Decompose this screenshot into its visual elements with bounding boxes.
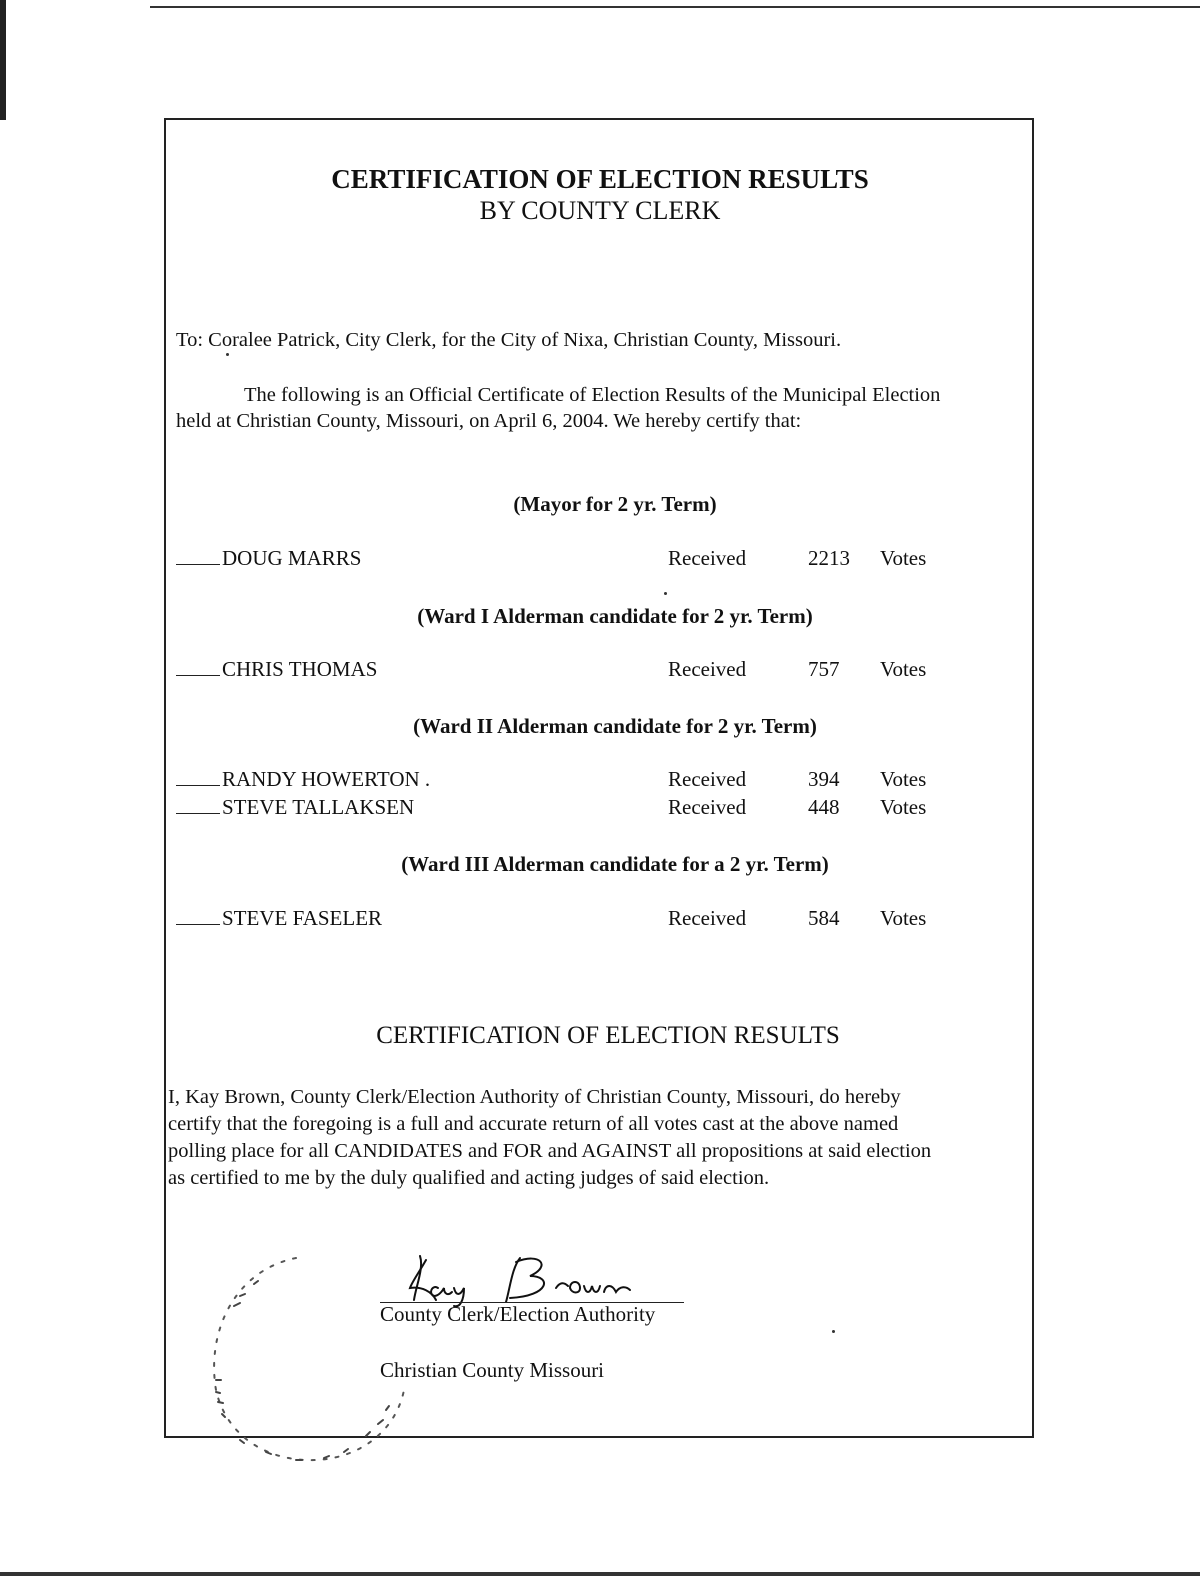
scan-speck xyxy=(226,353,229,356)
received-label: Received xyxy=(668,546,747,570)
certification-line: as certified to me by the duly qualified and acting judges of said election. xyxy=(168,1167,770,1189)
scan-speck xyxy=(664,592,667,595)
race-heading: (Ward II Alderman candidate for 2 yr. Term) xyxy=(413,714,817,738)
check-blank xyxy=(176,906,220,925)
intro-line-1: The following is an Official Certificate of Election Results of the Municipal Election xyxy=(244,384,941,406)
signature-caption: County Clerk/Election Authority xyxy=(380,1302,656,1326)
vote-count: 394 xyxy=(808,767,840,791)
vote-count: 2213 xyxy=(808,546,850,570)
race-heading: (Mayor for 2 yr. Term) xyxy=(513,492,717,516)
check-blank xyxy=(176,546,220,565)
candidate-row xyxy=(176,657,956,683)
candidate-name: RANDY HOWERTON . xyxy=(222,767,431,791)
check-blank xyxy=(176,767,220,786)
document-subtitle: BY COUNTY CLERK xyxy=(479,196,721,225)
check-blank xyxy=(176,657,220,676)
race-heading: (Ward I Alderman candidate for 2 yr. Term) xyxy=(417,604,813,628)
document-title: CERTIFICATION OF ELECTION RESULTS xyxy=(331,164,869,194)
candidate-row xyxy=(176,546,956,572)
votes-label: Votes xyxy=(880,767,927,791)
received-label: Received xyxy=(668,906,747,930)
certification-line: polling place for all CANDIDATES and FOR and AGAINST all propositions at said election xyxy=(168,1140,932,1162)
vote-count: 584 xyxy=(808,906,840,930)
candidate-row xyxy=(176,906,956,932)
certification-line: certify that the foregoing is a full and accurate return of all votes cast at the above named xyxy=(168,1113,899,1135)
votes-label: Votes xyxy=(880,906,927,930)
candidate-name: STEVE TALLAKSEN xyxy=(222,795,415,819)
check-blank xyxy=(176,795,220,814)
county-line: Christian County Missouri xyxy=(380,1358,605,1382)
votes-label: Votes xyxy=(880,795,927,819)
certification-line: I, Kay Brown, County Clerk/Election Authority of Christian County, Missouri, do hereby xyxy=(168,1086,901,1108)
candidate-row xyxy=(176,767,956,793)
votes-label: Votes xyxy=(880,546,927,570)
signature xyxy=(380,1248,680,1310)
addressee-line: To: Coralee Patrick, City Clerk, for the City of Nixa, Christian County, Missouri. xyxy=(176,329,842,351)
candidate-name: STEVE FASELER xyxy=(222,906,383,930)
scan-edge xyxy=(0,0,6,120)
race-heading: (Ward III Alderman candidate for a 2 yr. Term) xyxy=(401,852,829,876)
received-label: Received xyxy=(668,657,747,681)
certification-heading: CERTIFICATION OF ELECTION RESULTS xyxy=(376,1022,840,1049)
scan-edge xyxy=(150,6,1200,8)
scan-speck xyxy=(832,1330,835,1333)
candidate-name: CHRIS THOMAS xyxy=(222,657,378,681)
candidate-row xyxy=(176,795,956,821)
received-label: Received xyxy=(668,767,747,791)
vote-count: 448 xyxy=(808,795,840,819)
scan-edge xyxy=(0,1572,1200,1576)
vote-count: 757 xyxy=(808,657,840,681)
received-label: Received xyxy=(668,795,747,819)
votes-label: Votes xyxy=(880,657,927,681)
intro-line-2: held at Christian County, Missouri, on April 6, 2004. We hereby certify that: xyxy=(176,410,802,432)
candidate-name: DOUG MARRS xyxy=(222,546,362,570)
